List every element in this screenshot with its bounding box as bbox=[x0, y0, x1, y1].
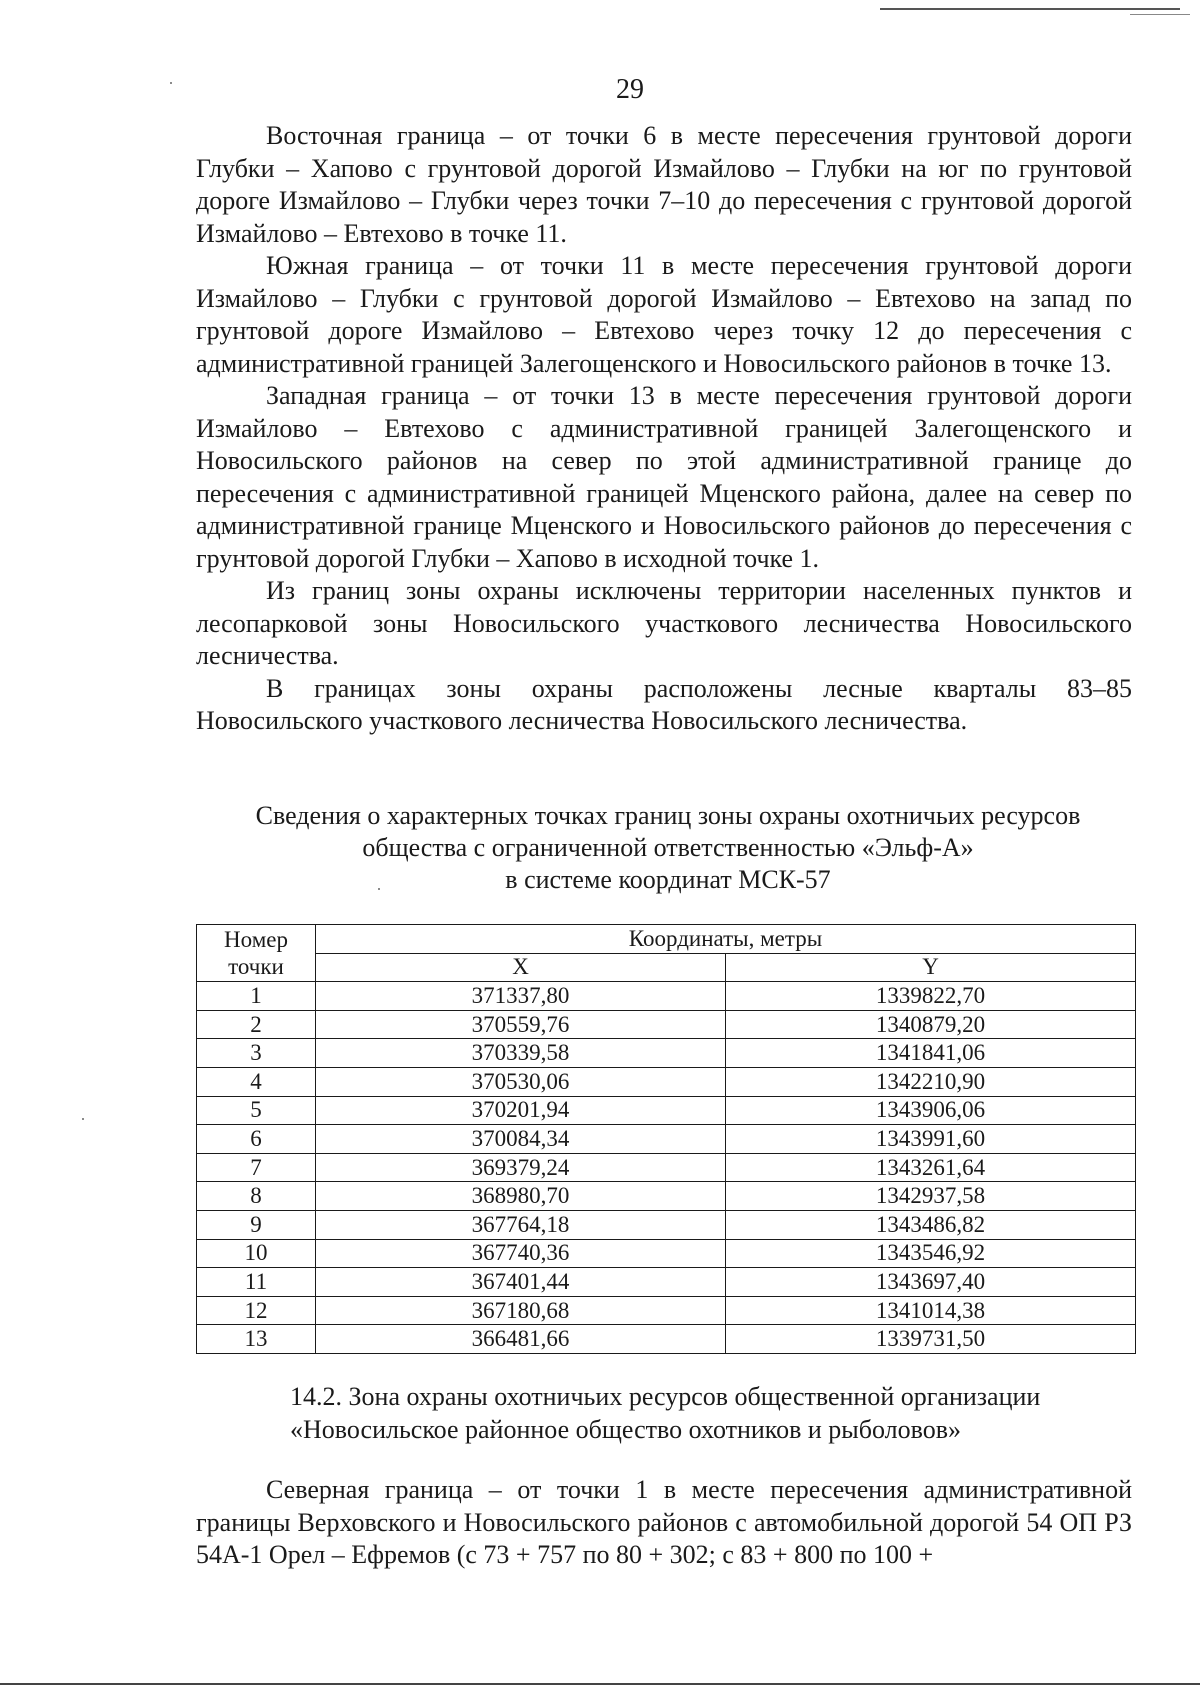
cell-y: 1339731,50 bbox=[726, 1325, 1136, 1354]
table-row bbox=[197, 1096, 1136, 1125]
table-caption bbox=[200, 800, 1136, 896]
cell-x: 367764,18 bbox=[316, 1210, 726, 1239]
table-caption-line-2: общества с ограниченной ответственностью «Эльф-А» bbox=[362, 833, 974, 862]
cell-x: 366481,66 bbox=[316, 1325, 726, 1354]
scan-edge-top-secondary bbox=[1130, 14, 1190, 15]
cell-point-number: 7 bbox=[197, 1153, 316, 1182]
table-body bbox=[197, 982, 1136, 1354]
cell-x: 367740,36 bbox=[316, 1239, 726, 1268]
scan-speck bbox=[82, 1118, 84, 1120]
header-y: Y bbox=[726, 953, 1136, 982]
paragraph-east-border: Восточная граница – от точки 6 в месте пересечения грунтовой дороги Глубки – Хапово с грунтовой дорогой Измайлово – Глубки на юг по грунтовой дороге Измайлово – Глубки через точки 7–10 до пересечения с грунтовой дорогой Измайлово – Евтехово в точке 11. bbox=[196, 121, 1132, 248]
cell-y: 1341014,38 bbox=[726, 1296, 1136, 1325]
coordinates-table bbox=[196, 924, 1136, 1354]
table-row bbox=[197, 1067, 1136, 1096]
cell-y: 1343546,92 bbox=[726, 1239, 1136, 1268]
paragraph-west-border: Западная граница – от точки 13 в месте пересечения грунтовой дороги Измайлово – Евтехово с административной границей Залегощенского и Новосильского районов на север по этой административной границе до пересечения с административной границей Мценского района, далее на север по административной границе Мценского и Новосильского районов до пересечения с грунтовой дорогой Глубки – Хапово в исходной точке 1. bbox=[196, 381, 1132, 573]
cell-x: 370084,34 bbox=[316, 1125, 726, 1154]
cell-x: 371337,80 bbox=[316, 982, 726, 1011]
cell-point-number: 13 bbox=[197, 1325, 316, 1354]
cell-point-number: 5 bbox=[197, 1096, 316, 1125]
cell-point-number: 9 bbox=[197, 1210, 316, 1239]
cell-x: 370339,58 bbox=[316, 1039, 726, 1068]
table-row bbox=[197, 1239, 1136, 1268]
cell-x: 370201,94 bbox=[316, 1096, 726, 1125]
section-heading bbox=[290, 1380, 1150, 1446]
paragraph-north-border: Северная граница – от точки 1 в месте пересечения административной границы Верховского и Новосильского районов с автомобильной дорогой 54 ОП РЗ 54А-1 Орел – Ефремов (с 73 + 757 по 80 + 302; с 83 + 800 по 100 + bbox=[196, 1475, 1132, 1569]
table-subheader-row bbox=[197, 953, 1136, 982]
scan-edge-bottom bbox=[0, 1683, 1200, 1685]
cell-x: 368980,70 bbox=[316, 1182, 726, 1211]
cell-point-number: 1 bbox=[197, 982, 316, 1011]
table-row bbox=[197, 1010, 1136, 1039]
cell-point-number: 4 bbox=[197, 1067, 316, 1096]
cell-y: 1343697,40 bbox=[726, 1268, 1136, 1297]
cell-point-number: 12 bbox=[197, 1296, 316, 1325]
cell-point-number: 3 bbox=[197, 1039, 316, 1068]
scan-edge-top bbox=[880, 8, 1180, 10]
section-heading-line-2: «Новосильское районное общество охотников и рыболовов» bbox=[290, 1415, 962, 1444]
table-row bbox=[197, 1039, 1136, 1068]
paragraph-forest-quarters: В границах зоны охраны расположены лесные кварталы 83–85 Новосильского участкового лесничества Новосильского лесничества. bbox=[196, 673, 1132, 735]
page-number: 29 bbox=[616, 74, 644, 105]
cell-y: 1343486,82 bbox=[726, 1210, 1136, 1239]
table-row bbox=[197, 982, 1136, 1011]
paragraph-exclusions: Из границ зоны охраны исключены территории населенных пунктов и лесопарковой зоны Новосильского участкового лесничества Новосильского лесничества. bbox=[196, 576, 1132, 670]
cell-point-number: 8 bbox=[197, 1182, 316, 1211]
cell-y: 1339822,70 bbox=[726, 982, 1136, 1011]
cell-x: 369379,24 bbox=[316, 1153, 726, 1182]
table-row bbox=[197, 1210, 1136, 1239]
header-x: X bbox=[316, 953, 726, 982]
table-row bbox=[197, 1268, 1136, 1297]
cell-x: 370559,76 bbox=[316, 1010, 726, 1039]
cell-y: 1342210,90 bbox=[726, 1067, 1136, 1096]
header-coordinates: Координаты, метры bbox=[316, 925, 1136, 954]
table-caption-line-3: в системе координат МСК-57 bbox=[505, 865, 831, 894]
table-row bbox=[197, 1182, 1136, 1211]
cell-y: 1343906,06 bbox=[726, 1096, 1136, 1125]
section-heading-line-1: 14.2. Зона охраны охотничьих ресурсов общественной организации bbox=[290, 1382, 1041, 1411]
table-row bbox=[197, 1325, 1136, 1354]
table-row bbox=[197, 1125, 1136, 1154]
table-header-row bbox=[197, 925, 1136, 954]
paragraph-south-border: Южная граница – от точки 11 в месте пересечения грунтовой дороги Измайлово – Глубки с грунтовой дорогой Измайлово – Евтехово на запад по грунтовой дороге Измайлово – Евтехово через точку 12 до пересечения с административной границей Залегощенского и Новосильского районов в точке 13. bbox=[196, 251, 1132, 378]
body-text-top bbox=[196, 120, 1132, 738]
cell-y: 1342937,58 bbox=[726, 1182, 1136, 1211]
table-row bbox=[197, 1296, 1136, 1325]
cell-point-number: 11 bbox=[197, 1268, 316, 1297]
table-row bbox=[197, 1153, 1136, 1182]
cell-x: 370530,06 bbox=[316, 1067, 726, 1096]
cell-point-number: 6 bbox=[197, 1125, 316, 1154]
body-text-bottom bbox=[196, 1474, 1132, 1572]
cell-point-number: 2 bbox=[197, 1010, 316, 1039]
cell-x: 367401,44 bbox=[316, 1268, 726, 1297]
cell-y: 1343991,60 bbox=[726, 1125, 1136, 1154]
cell-x: 367180,68 bbox=[316, 1296, 726, 1325]
header-point-number: Номер точки bbox=[197, 925, 316, 982]
cell-y: 1343261,64 bbox=[726, 1153, 1136, 1182]
table-caption-line-1: Сведения о характерных точках границ зоны охраны охотничьих ресурсов bbox=[255, 801, 1081, 830]
cell-y: 1341841,06 bbox=[726, 1039, 1136, 1068]
cell-y: 1340879,20 bbox=[726, 1010, 1136, 1039]
cell-point-number: 10 bbox=[197, 1239, 316, 1268]
